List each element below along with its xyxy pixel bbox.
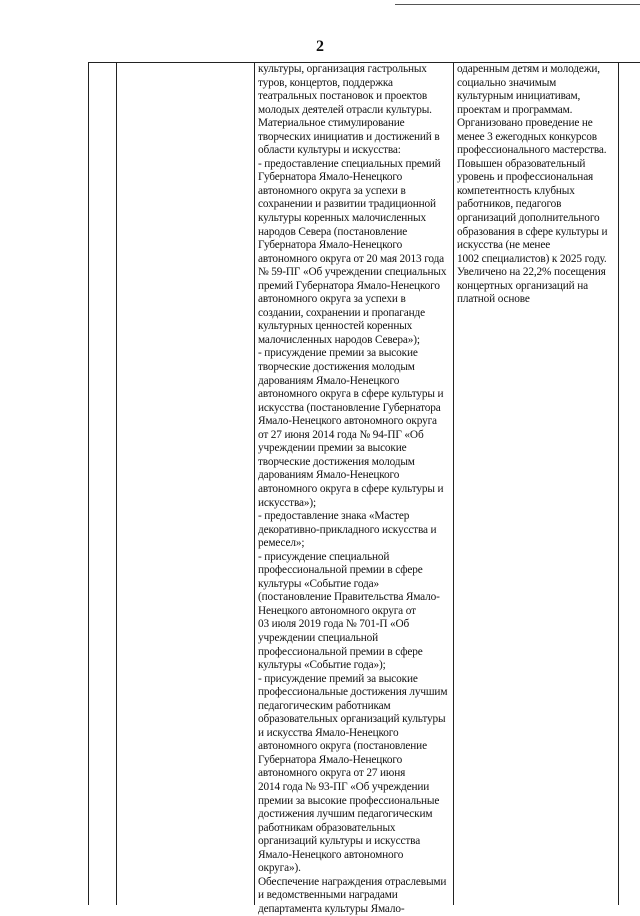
results-text-line: проектам и программам. — [457, 103, 573, 116]
measures-text-line: декоративно-прикладного искусства и — [258, 523, 437, 536]
measures-text-line: автономного округа в сфере культуры и — [258, 388, 444, 401]
measures-text-line: сохранении и развитии традиционной — [258, 198, 436, 211]
table-left-border — [88, 62, 89, 905]
measures-text-line: учреждении премии за высокие — [258, 442, 407, 455]
measures-text-line: - предоставление специальных премий — [258, 157, 441, 170]
results-text-line: платной основе — [457, 293, 530, 306]
results-text-line: концертных организаций на — [457, 279, 588, 292]
measures-text-line: Губернатора Ямало-Ненецкого — [258, 171, 403, 184]
measures-text-line: области культуры и искусства: — [258, 144, 401, 157]
table-right-border — [618, 62, 619, 905]
column-divider-2 — [254, 62, 255, 905]
results-text-line: культурным инициативам, — [457, 90, 581, 103]
measures-text-line: и ведомственными наградами — [258, 889, 398, 902]
measures-text-line: Материальное стимулирование — [258, 117, 405, 130]
column-divider-1 — [116, 62, 117, 905]
measures-text-line: автономного округа в сфере культуры и — [258, 482, 444, 495]
measures-text-line: Губернатора Ямало-Ненецкого — [258, 753, 403, 766]
results-text-line: организаций дополнительного — [457, 212, 600, 225]
measures-text-line: Обеспечение награждения отраслевыми — [258, 875, 447, 888]
measures-text-line: педагогическим работникам — [258, 699, 391, 712]
measures-text-line: - присуждение премии за высокие — [258, 347, 418, 360]
measures-text-line: образовательных организаций культуры — [258, 713, 446, 726]
measures-text-line: Губернатора Ямало-Ненецкого — [258, 239, 403, 252]
measures-text-line: культуры, организация гастрольных — [258, 63, 427, 75]
measures-text-line: творческие достижения молодым — [258, 455, 415, 468]
measures-text-line: молодых деятелей отрасли культуры. — [258, 103, 432, 116]
measures-text-line: премий Губернатора Ямало-Ненецкого — [258, 279, 440, 292]
measures-text-line: творческие достижения молодым — [258, 361, 415, 374]
measures-text-line: (постановление Правительства Ямало- — [258, 591, 440, 604]
measures-text-line: создании, сохранении и пропаганде — [258, 306, 425, 319]
results-text-line: одаренным детям и молодежи, — [457, 63, 600, 75]
measures-text-line: малочисленных народов Севера»); — [258, 333, 420, 346]
measures-text-line: профессиональной премии в сфере — [258, 564, 423, 577]
measures-text-line: Ямало-Ненецкого автономного округа — [258, 415, 437, 428]
results-column — [457, 63, 607, 307]
measures-text-line: автономного округа (постановление — [258, 740, 427, 753]
measures-text-line: культуры «Событие года»); — [258, 659, 386, 672]
results-text-line: компетентность клубных — [457, 184, 575, 197]
measures-text-line: округа»). — [258, 862, 301, 875]
measures-text-line: профессиональной премии в сфере — [258, 645, 423, 658]
results-text-line: Увеличено на 22,2% посещения — [457, 266, 606, 279]
column-divider-3 — [453, 62, 454, 905]
results-text-line: работников, педагогов — [457, 198, 562, 211]
measures-text-line: искусства»); — [258, 496, 316, 509]
measures-text-line: автономного округа за успехи в — [258, 293, 406, 306]
header-rule — [395, 4, 640, 5]
results-text-line: 1002 специалистов) к 2025 году. — [457, 252, 607, 265]
measures-text-line: - присуждение специальной — [258, 550, 390, 563]
measures-text-line: учреждении специальной — [258, 631, 379, 644]
measures-text-line: дарованиям Ямало-Ненецкого — [258, 469, 400, 482]
measures-text-line: туров, концертов, поддержка — [258, 76, 393, 89]
results-text-line: социально значимым — [457, 76, 557, 89]
measures-text-line: культуры коренных малочисленных — [258, 212, 426, 225]
measures-text-line: достижения лучшим педагогическим — [258, 808, 433, 821]
results-text-line: искусства (не менее — [457, 239, 551, 252]
measures-text-line: 03 июля 2019 года № 701-П «Об — [258, 618, 410, 631]
measures-text-line: департамента культуры Ямало- — [258, 902, 405, 915]
measures-text-line: культуры «Событие года» — [258, 577, 379, 590]
measures-text-line: театральных постановок и проектов — [258, 90, 428, 103]
measures-text-line: автономного округа от 27 июня — [258, 767, 406, 780]
results-text-line: образования в сфере культуры и — [457, 225, 608, 238]
measures-text-line: и искусства Ямало-Ненецкого — [258, 726, 399, 739]
measures-text-line: Ямало-Ненецкого автономного — [258, 848, 404, 861]
measures-text-line: дарованиям Ямало-Ненецкого — [258, 374, 400, 387]
measures-text-line: от 27 июня 2014 года № 94-ПГ «Об — [258, 428, 424, 441]
measures-text-line: организаций культуры и искусства — [258, 835, 421, 848]
measures-text-line: ремесел»; — [258, 537, 305, 550]
results-text-line: менее 3 ежегодных конкурсов — [457, 130, 597, 143]
results-text-line: уровень и профессиональная — [457, 171, 594, 184]
measures-text-line: № 59-ПГ «Об учреждении специальных — [258, 266, 447, 279]
measures-text-line: премии за высокие профессиональные — [258, 794, 440, 807]
measures-text-line: профессиональные достижения лучшим — [258, 686, 448, 699]
measures-text-line: работникам образовательных — [258, 821, 396, 834]
measures-text-line: автономного округа от 20 мая 2013 года — [258, 252, 445, 265]
results-text-line: Организовано проведение не — [457, 117, 593, 130]
measures-text-line: народов Севера (постановление — [258, 225, 408, 238]
page-number: 2 — [316, 38, 324, 55]
measures-column — [258, 63, 447, 916]
measures-text-line: культурных ценностей коренных — [258, 320, 413, 333]
results-text-line: профессионального мастерства. — [457, 144, 607, 157]
results-text-line: Повышен образовательный — [457, 157, 586, 170]
measures-text-line: 2014 года № 93-ПГ «Об учреждении — [258, 780, 430, 793]
measures-text-line: - предоставление знака «Мастер — [258, 510, 410, 523]
measures-text-line: творческих инициатив и достижений в — [258, 130, 440, 143]
measures-text-line: Ненецкого автономного округа от — [258, 604, 416, 617]
measures-text-line: автономного округа за успехи в — [258, 184, 406, 197]
measures-text-line: - присуждение премий за высокие — [258, 672, 418, 685]
measures-text-line: искусства (постановление Губернатора — [258, 401, 441, 414]
